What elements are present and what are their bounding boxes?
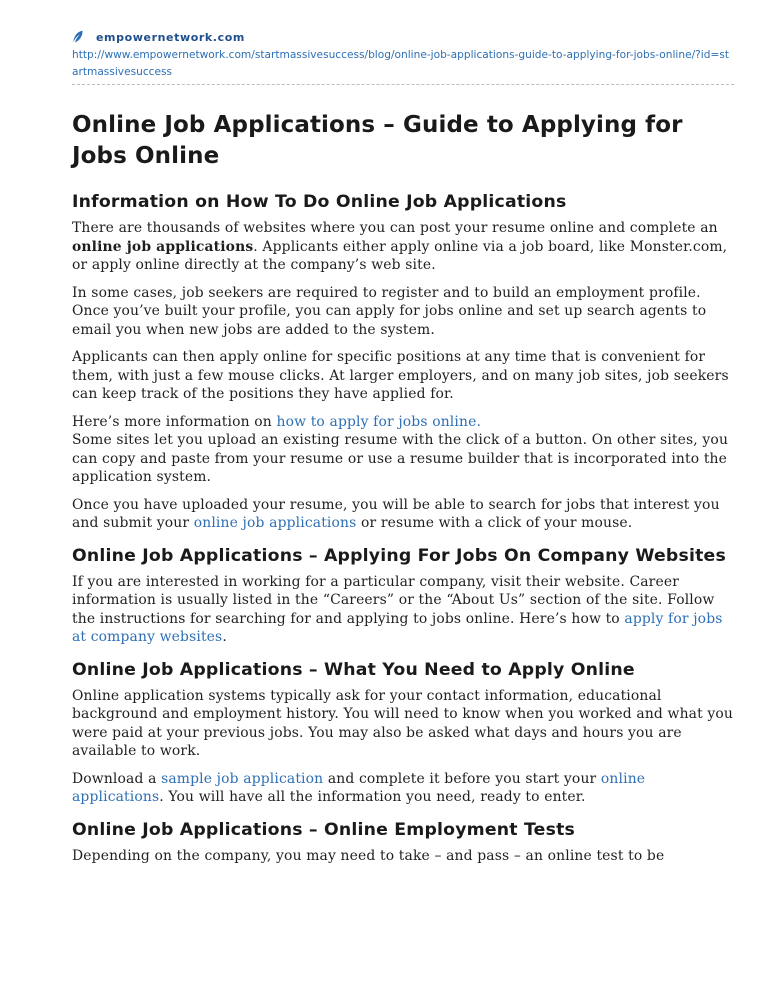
online-applications-link[interactable]: online applications — [72, 770, 646, 805]
apply-company-websites-link[interactable]: apply for jobs at company websites — [72, 610, 723, 645]
how-to-apply-link[interactable]: how to apply for jobs online. — [276, 413, 482, 430]
section-heading-information: Information on How To Do Online Job Applications — [72, 192, 567, 212]
paragraph: In some cases, job seekers are required to register and to build an employment profile. Once you’ve built your profile, you can apply for jobs online and set up search agents to email you when new jobs are added to the system. — [72, 284, 707, 338]
feather-logo-icon — [72, 30, 84, 44]
paragraph: Online application systems typically ask for your contact information, educational background and employment history. You will need to know when you worked and what you were paid at your previous jobs. You may also be asked what days and hours you are available to work. — [72, 687, 733, 759]
paragraph: Applicants can then apply online for specific positions at any time that is convenient for them, with just a few mouse clicks. At larger employers, and on many job sites, job seekers can keep track of the positions they have applied for. — [72, 349, 729, 402]
online-job-applications-link[interactable]: online job applications — [193, 515, 357, 531]
document-page — [72, 28, 734, 865]
source-header — [72, 28, 734, 46]
page-title: Online Job Applications – Guide to Applying for Jobs Online — [72, 112, 683, 169]
paragraph: Download a sample job application and complete it before you start your online applications. You will have all the information you need, ready to enter. — [72, 770, 646, 805]
paragraph: Once you have uploaded your resume, you will be able to search for jobs that interest you and submit your online job applications or resume with a click of your mouse. — [72, 496, 720, 531]
paragraph: Depending on the company, you may need to take – and pass – an online test to be — [72, 847, 665, 864]
section-heading-employment-tests: Online Job Applications – Online Employment Tests — [72, 819, 576, 840]
paragraph: If you are interested in working for a particular company, visit their website. Career information is usually listed in the “Careers” or the “About Us” section of the site. Follow the instructions for searching for and applying to jobs online. Here’s how to apply for jobs at company websites. — [72, 573, 723, 645]
section-heading-what-you-need: Online Job Applications – What You Need to Apply Online — [72, 659, 635, 680]
bold-phrase: online job applications — [72, 238, 254, 255]
sample-job-application-link[interactable]: sample job application — [161, 770, 324, 787]
paragraph: There are thousands of websites where you can post your resume online and complete an online job applications. Applicants either apply online via a job board, like Monster.com, or apply online directly at the company’s web site. — [72, 220, 728, 273]
source-domain[interactable]: empowernetwork.com — [96, 30, 245, 44]
section-heading-company-websites: Online Job Applications – Applying For Jobs On Company Websites — [72, 545, 726, 566]
source-url-link[interactable]: http://www.empowernetwork.com/startmassivesuccess/blog/online-job-applications-guide-to-applying-for-jobs-online/?id=startmassivesuccess — [72, 49, 729, 78]
paragraph: Here’s more information on how to apply for jobs online. Some sites let you upload an existing resume with the click of a button. On other sites, you can copy and paste from your resume or use a resume builder that is incorporated into the application system. — [72, 413, 729, 485]
header-divider — [72, 84, 734, 85]
